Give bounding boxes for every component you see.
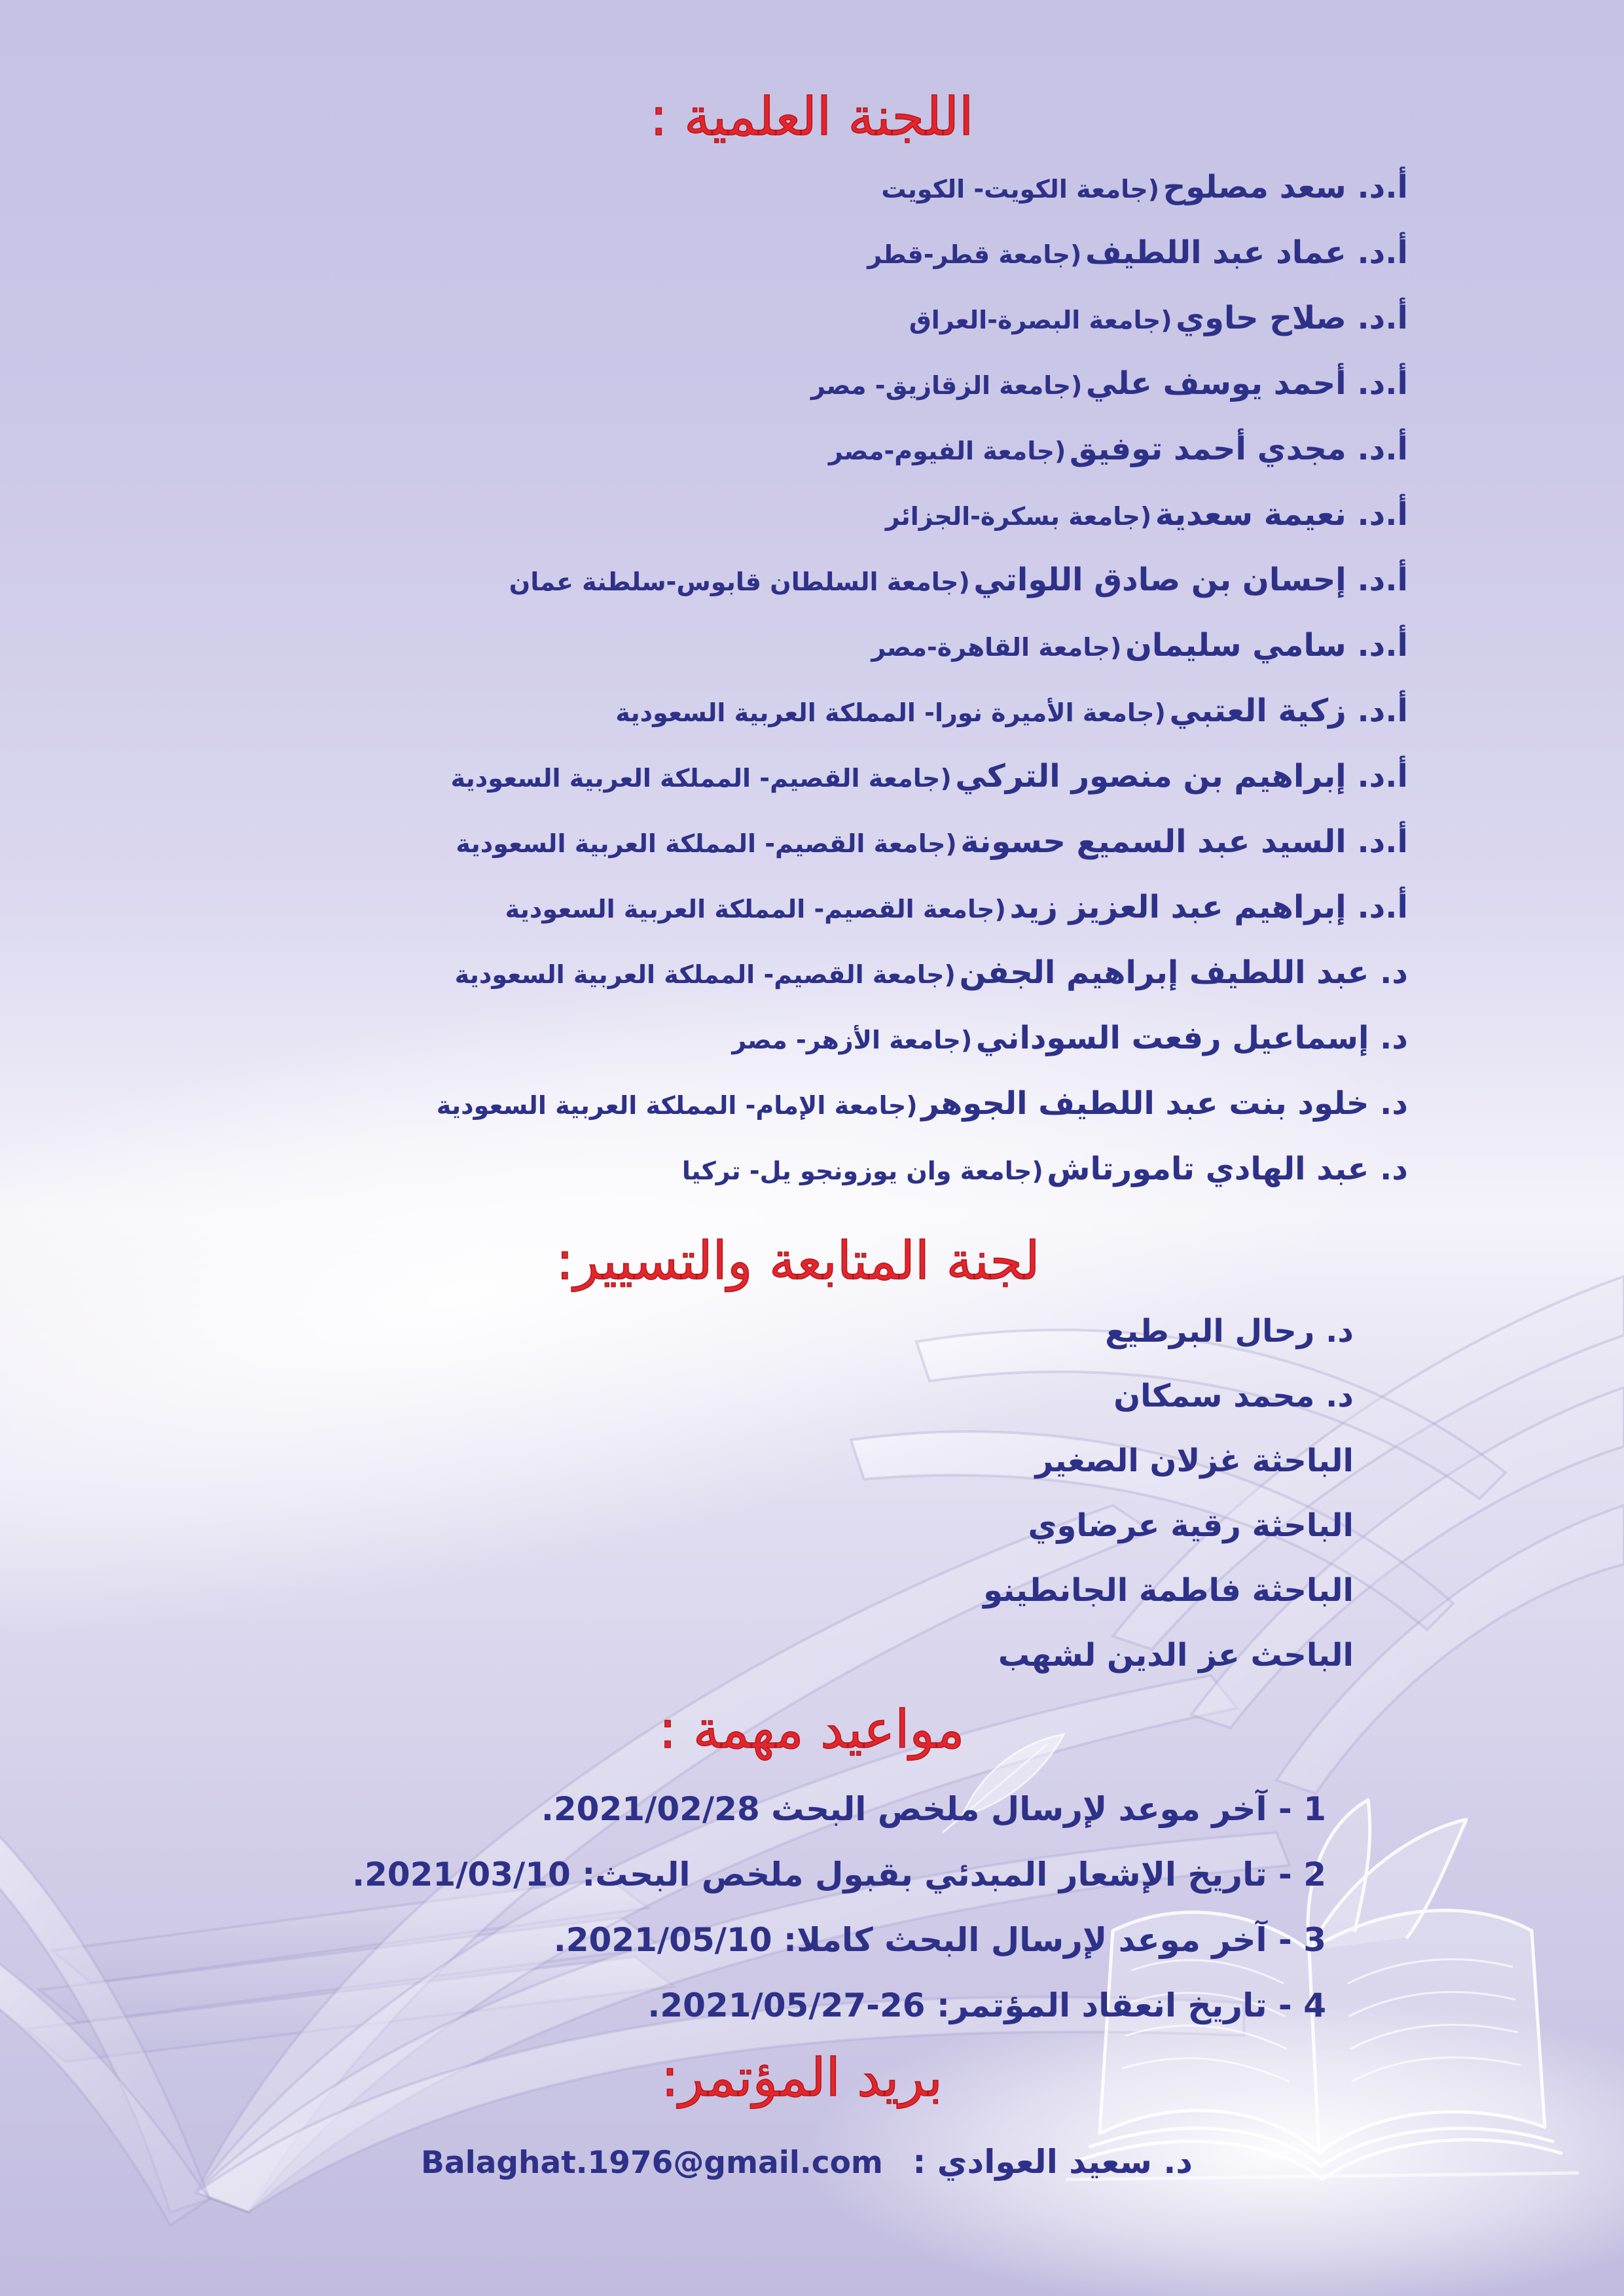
member-name: أ.د. زكية العتبي [1169,692,1408,729]
committee-member-row [437,285,1408,351]
member-name: أ.د. أحمد يوسف علي [1085,365,1408,402]
committee-member-row [437,482,1408,547]
member-name: أ.د. السيد عبد السميع حسونة [960,823,1408,860]
follow-up-member: د. رحال البرطيع [1105,1313,1354,1350]
committee-member-row [437,547,1408,613]
contact-name: د. سعيد العوادي : [912,2143,1193,2181]
conference-email-title: بريد المؤتمر: [661,2047,943,2108]
member-name: أ.د. إحسان بن صادق اللواتي [973,562,1408,598]
member-affiliation: (جامعة القصيم- المملكة العربية السعودية [505,895,1006,924]
member-name: أ.د. عماد عبد اللطيف [1085,234,1408,271]
committee-member-row [437,220,1408,285]
committee-member-row [437,416,1408,482]
member-affiliation: (جامعة الكويت- الكويت [881,175,1160,204]
member-affiliation: (جامعة الأزهر- مصر [732,1026,973,1054]
scientific-committee-list [437,154,1408,1202]
scientific-committee-title: اللجنة العلمية : [649,86,974,147]
committee-member-row [437,154,1408,220]
member-affiliation: (جامعة القصيم- المملكة العربية السعودية [456,829,957,858]
member-affiliation: (جامعة الزقازيق- مصر [810,371,1083,400]
important-date-item: 1 - آخر موعد لإرسال ملخص البحث 2021/02/28. [541,1790,1326,1828]
member-name: د. عبد الهادي تامورتاش [1047,1151,1408,1187]
member-name: أ.د. نعيمة سعدية [1155,496,1408,533]
follow-up-committee-title: لجنة المتابعة والتسيير: [556,1230,1040,1291]
committee-member-row [437,678,1408,744]
committee-member-row [437,809,1408,874]
member-affiliation: (جامعة القصيم- المملكة العربية السعودية [450,764,952,793]
important-dates-title: مواعيد مهمة : [659,1699,965,1760]
member-name: د. عبد اللطيف إبراهيم الجفن [959,954,1408,991]
important-date-item: 3 - آخر موعد لإرسال البحث كاملا: 2021/05/10. [553,1921,1326,1959]
member-name: أ.د. إبراهيم بن منصور التركي [955,758,1408,795]
committee-member-row [437,613,1408,678]
member-name: أ.د. سامي سليمان [1125,627,1408,664]
follow-up-member: الباحثة فاطمة الجانطينو [983,1572,1354,1609]
important-dates-list [352,1776,1326,2038]
member-name: أ.د. إبراهيم عبد العزيز زيد [1009,889,1408,925]
committee-member-row [437,1005,1408,1071]
email-contact-row [421,2129,1193,2195]
member-affiliation: (جامعة الإمام- المملكة العربية السعودية [436,1091,918,1120]
member-affiliation: (جامعة الأميرة نورا- المملكة العربية السعودية [615,698,1166,727]
member-name: أ.د. مجدي أحمد توفيق [1069,431,1408,467]
follow-up-member: د. محمد سمكان [1113,1378,1354,1414]
committee-member-row [437,874,1408,940]
member-affiliation: (جامعة القصيم- المملكة العربية السعودية [454,960,956,989]
member-name: د. إسماعيل رفعت السوداني [975,1020,1408,1056]
member-affiliation: (جامعة السلطان قابوس-سلطنة عمان [509,567,970,596]
contact-email: Balaghat.1976@gmail.com [421,2145,883,2181]
member-affiliation: (جامعة البصرة-العراق [909,306,1172,334]
follow-up-committee-list [983,1299,1354,1688]
committee-member-row [437,1071,1408,1136]
committee-member-row [437,351,1408,416]
member-name: أ.د. صلاح حاوي [1176,300,1408,336]
committee-member-row [437,940,1408,1005]
member-affiliation: (جامعة بسكرة-الجزائر [885,502,1152,531]
member-affiliation: (جامعة الفيوم-مصر [828,437,1066,465]
member-affiliation: (جامعة القاهرة-مصر [871,633,1122,662]
member-affiliation: (جامعة وان يوزونجو يل- تركيا [681,1157,1043,1185]
follow-up-member: الباحثة رقية عرضاوي [1028,1507,1354,1544]
member-name: أ.د. سعد مصلوح [1163,169,1408,206]
member-affiliation: (جامعة قطر-قطر [867,240,1082,269]
committee-member-row [437,1136,1408,1202]
follow-up-member: الباحث عز الدين لشهب [998,1637,1354,1674]
follow-up-member: الباحثة غزلان الصغير [1035,1443,1354,1479]
important-date-item: 2 - تاريخ الإشعار المبدئي بقبول ملخص البحث: 2021/03/10. [352,1856,1326,1893]
important-date-item: 4 - تاريخ انعقاد المؤتمر: 26-2021/05/27. [647,1986,1326,2024]
member-name: د. خلود بنت عبد اللطيف الجوهر [921,1085,1408,1122]
committee-member-row [437,744,1408,809]
